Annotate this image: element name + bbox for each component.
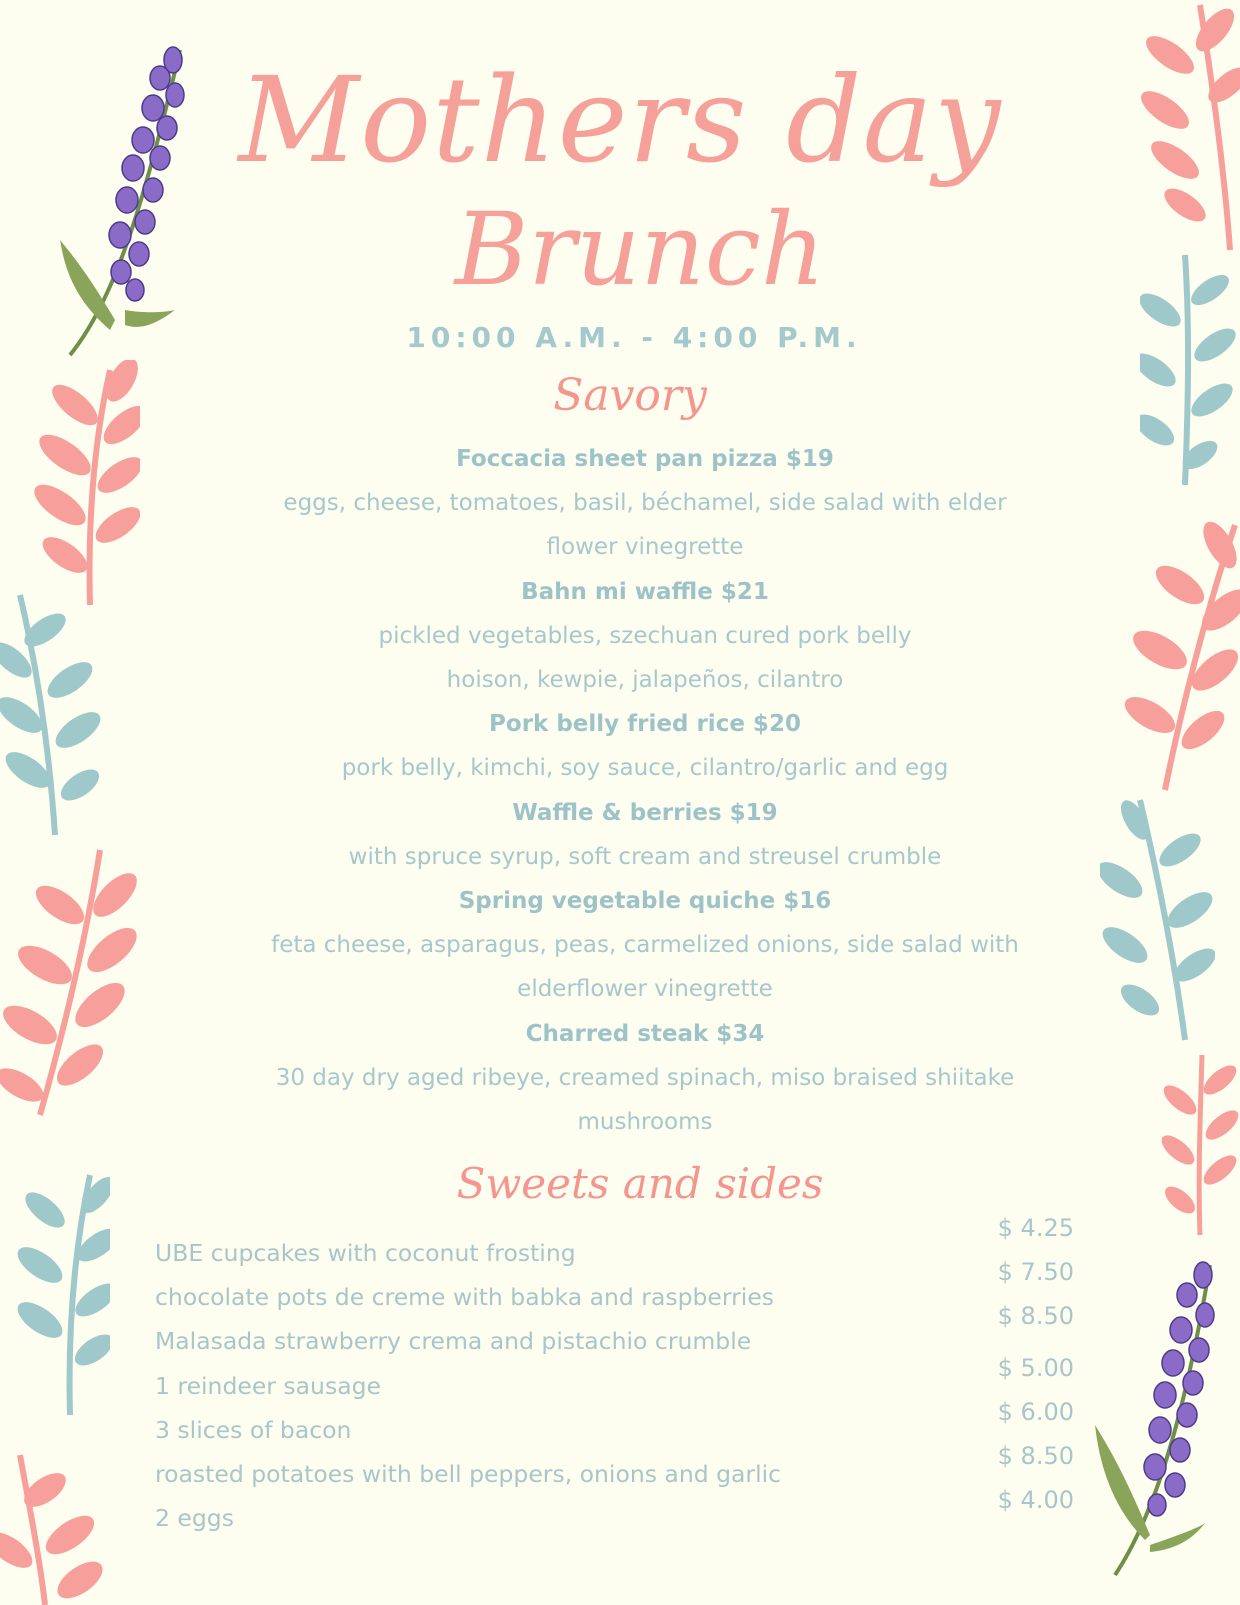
side-item: roasted potatoes with bell peppers, onions and garlic — [155, 1460, 782, 1489]
lavender-sprig-icon — [1085, 1255, 1225, 1585]
side-price: $ 4.00 — [997, 1486, 1074, 1514]
side-item: chocolate pots de creme with babka and raspberries — [155, 1283, 775, 1312]
savory-item-name: Pork belly fried rice $20 — [489, 711, 801, 738]
side-item: 2 eggs — [155, 1504, 234, 1533]
side-item: UBE cupcakes with coconut frosting — [155, 1239, 576, 1267]
savory-item-desc: eggs, cheese, tomatoes, basil, béchamel, side salad with elder — [283, 490, 1007, 517]
side-item: 1 reindeer sausage — [155, 1371, 381, 1400]
pink-leaf-branch-icon — [1125, 515, 1240, 795]
side-price: $ 8.50 — [997, 1442, 1074, 1470]
side-item: 3 slices of bacon — [155, 1415, 352, 1444]
side-price: $ 7.50 — [997, 1258, 1074, 1286]
savory-item-desc: elderflower vinegrette — [517, 976, 773, 1003]
savory-item-desc: 30 day dry aged ribeye, creamed spinach, miso braised shiitake — [275, 1064, 1015, 1091]
savory-heading: Savory — [553, 370, 707, 421]
savory-item-desc: hoison, kewpie, jalapeños, cilantro — [446, 667, 844, 694]
brunch-hours: 10:00 A.M. - 4:00 P.M. — [406, 321, 862, 354]
savory-item-name: Charred steak $34 — [525, 1020, 765, 1047]
menu-title-line2: Brunch — [454, 191, 826, 308]
side-price: $ 5.00 — [997, 1354, 1074, 1382]
savory-item-name: Waffle & berries $19 — [512, 799, 778, 826]
savory-item-name: Spring vegetable quiche $16 — [458, 888, 832, 915]
side-price: $ 6.00 — [997, 1398, 1074, 1426]
savory-item-name: Foccacia sheet pan pizza $19 — [456, 446, 834, 472]
savory-item-desc: mushrooms — [577, 1109, 713, 1136]
side-item: Malasada strawberry crema and pistachio crumble — [155, 1327, 752, 1356]
menu-title-line1: Mothers day — [238, 51, 1002, 189]
savory-item-name: Bahn mi waffle $21 — [521, 578, 769, 605]
pink-leaf-branch-icon — [0, 845, 140, 1120]
teal-leaf-branch-icon — [0, 590, 110, 840]
savory-menu-list — [195, 437, 1095, 1144]
sweets-heading: Sweets and sides — [456, 1159, 824, 1208]
savory-item-desc: with spruce syrup, soft cream and streusel crumble — [348, 843, 942, 870]
savory-item-desc: feta cheese, asparagus, peas, carmelized onions, side salad with — [271, 932, 1019, 959]
savory-item-desc: pork belly, kimchi, soy sauce, cilantro/garlic and egg — [341, 755, 949, 782]
side-price: $ 4.25 — [997, 1214, 1074, 1242]
teal-leaf-branch-icon — [1100, 795, 1215, 1045]
savory-item-desc: flower vinegrette — [546, 534, 744, 561]
side-price: $ 8.50 — [997, 1302, 1074, 1330]
savory-item-desc: pickled vegetables, szechuan cured pork belly — [378, 622, 912, 649]
sides-menu-list — [155, 1231, 935, 1540]
pink-leaf-branch-icon — [0, 1450, 110, 1605]
